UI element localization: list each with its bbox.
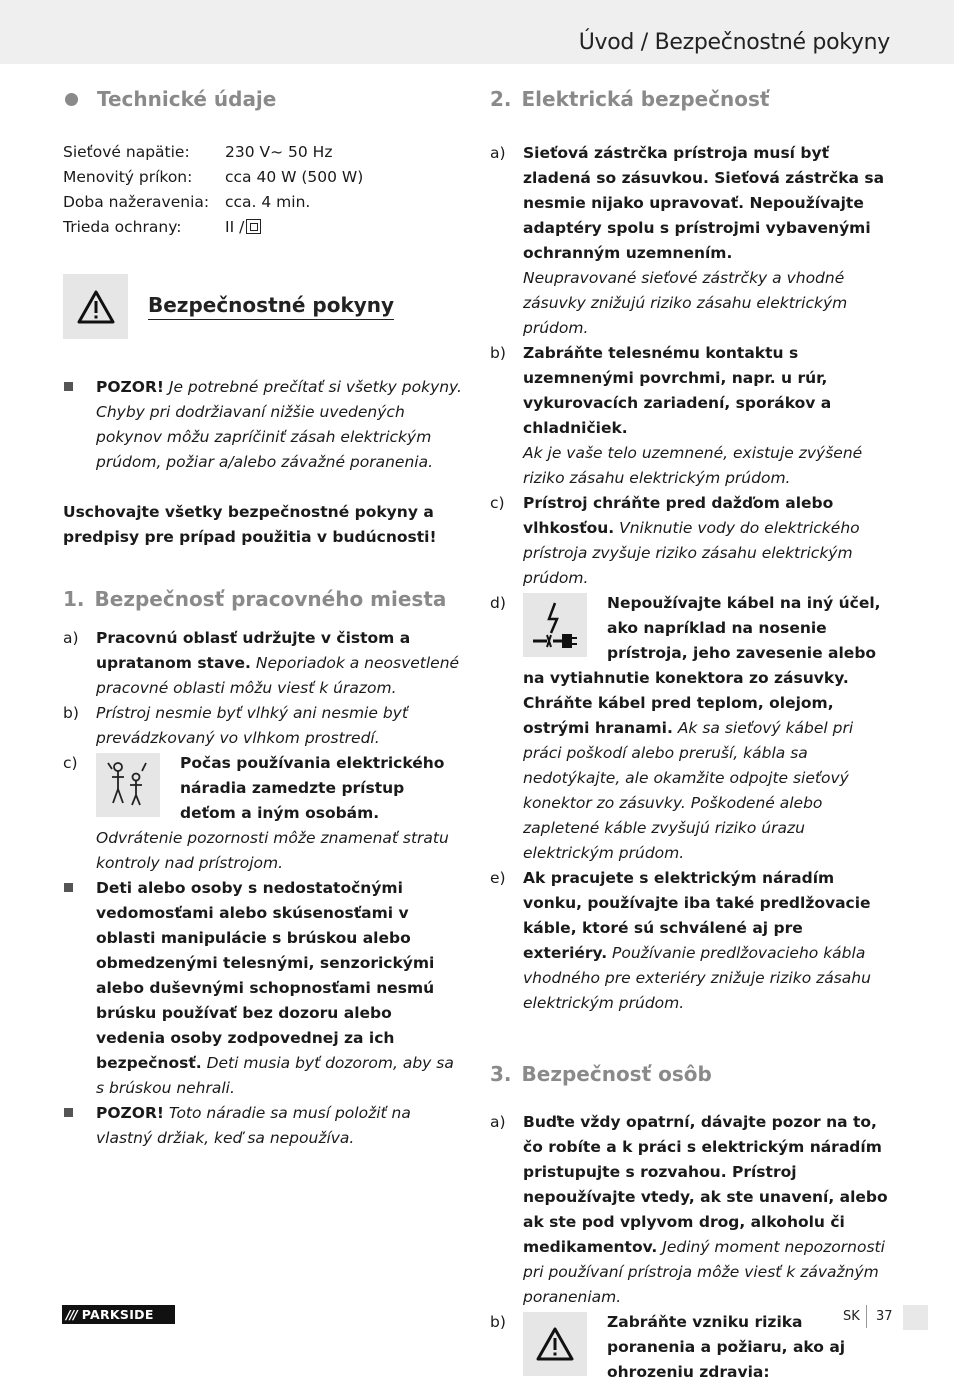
list-item: POZOR! Toto náradie sa musí položiť na vlastný držiak, keď sa nepoužíva. — [63, 1101, 463, 1151]
warning-triangle-icon — [523, 1312, 587, 1376]
list-item: c) Prístroj chráňte pred dažďom alebo vlhkosťou. Vniknutie vody do elektrického prístroja zvyšuje riziko zásahu elektrickým prúdom. — [490, 494, 860, 587]
protection-class-ii-icon — [246, 219, 261, 234]
spec-table — [63, 140, 463, 240]
safety-heading-block — [63, 274, 463, 339]
safety-title: Bezpečnostné pokyny — [148, 293, 394, 320]
square-bullet-icon — [64, 883, 73, 892]
list-item: c) Počas používania elektrického náradia zamedzte prístup deťom a iným osobám. Odvrátenie pozornosti môže znamenať stratu kontroly nad prístrojom. — [63, 754, 449, 872]
list-item: d) Nepoužívajte kábel na iný účel, ako napríklad na nosenie prístroja, jeho zavesenie alebo na vytiahnutie konektora zo zásuvky. Chráňte kábel pred teplom, olejom, ostrými hranami. Ak sa sieťový kábel pri práci poškodí alebo preruší, kábla sa nedotýkajte, ale okamžite odpojte sieťový konektor zo zásuvky. Poškodené alebo zapletené káble zvyšujú riziko úrazu elektrickým prúdom. — [490, 594, 881, 862]
bullet-dot-icon — [65, 93, 78, 106]
list-item: a) Buďte vždy opatrní, dávajte pozor na to, čo robíte a k práci s elektrickým náradím pristupujte s rozvahou. Prístroj nepoužívajte vtedy, ak ste unavení, alebo ak ste pod vplyvom drog, alkoholu či medikamentov. Jediný moment nepozornosti pri používaní prístroja môže viesť k závažným poraneniam. — [490, 1113, 888, 1306]
list-item: Deti alebo osoby s nedostatočnými vedomosťami alebo skúsenosťami v oblasti manipulácie s brúskou alebo obmedzenými telesnými, senzorickými alebo duševnými schopnosťami nesmú brúsku používať bez dozoru alebo vedenia osoby zodpovednej za ich bezpečnosť. Deti musia byť dozorom, aby sa s brúskou nehrali. — [63, 876, 463, 1101]
spec-row: Sieťové napätie: 230 V~ 50 Hz — [63, 143, 333, 161]
warning-triangle-icon — [63, 274, 128, 339]
page-title: Úvod / Bezpečnostné pokyny — [578, 30, 890, 55]
children-warning-icon — [96, 753, 160, 817]
cable-damage-icon — [523, 593, 587, 657]
spec-row: Doba nažeravenia: cca. 4 min. — [63, 193, 311, 211]
tech-heading: Technické údaje — [63, 84, 463, 114]
spec-row: Menovitý príkon: cca 40 W (500 W) — [63, 168, 364, 186]
list-item: b) Prístroj nesmie byť vlhký ani nesmie byť prevádzkovaný vo vlhkom prostredí. — [63, 704, 408, 747]
square-bullet-icon — [64, 382, 73, 391]
right-column — [490, 84, 892, 1385]
keep-instructions: Uschovajte všetky bezpečnostné pokyny a predpisy pre prípad použitia v budúcnosti! — [63, 503, 437, 546]
page-header — [0, 0, 954, 64]
list-item: a) Pracovnú oblasť udržujte v čistom a upratanom stave. Neporiadok a neosvetlené pracovné oblasti môžu viesť k úrazom. — [63, 629, 460, 697]
list-item: b) Zabráňte telesnému kontaktu s uzemnenými povrchmi, napr. u rúr, vykurovacích zariadení, sporákov a chladničiek. Ak je vaše telo uzemnené, existuje zvýšené riziko zásahu elektrickým prúdom. — [490, 344, 863, 487]
list-item: e) Ak pracujete s elektrickým náradím vonku, používajte iba také predlžovacie káble, ktoré sú schválené aj pre exteriéry. Používanie predlžovacieho kábla vhodného pre exteriéry znižuje riziko zásahu elektrickým prúdom. — [490, 869, 871, 1012]
list-item: POZOR! Je potrebné prečítať si všetky pokyny. Chyby pri dodržiavaní nižšie uvedených pokynov môžu zapríčiniť zásah elektrickým prúdom, požiar a/alebo závažné poranenia. — [63, 375, 463, 475]
parkside-logo: /// PARKSIDE — [62, 1305, 175, 1324]
footer-tab-box — [903, 1305, 928, 1330]
footer-divider — [866, 1305, 867, 1328]
square-bullet-icon — [64, 1108, 73, 1117]
section-1-heading: 1. Bezpečnosť pracovného miesta — [63, 587, 447, 611]
page-number: 37 — [876, 1309, 893, 1324]
list-item: a) Sieťová zástrčka prístroja musí byť zladená so zásuvkou. Sieťová zástrčka sa nesmie nijako upravovať. Nepoužívajte adaptéry spolu s prístrojmi vybavenými ochranným uzemnením. Neupravované sieťové zástrčky a vhodné zásuvky znižujú riziko zásahu elektrickým prúdom. — [490, 144, 885, 337]
list-item: b) Zabráňte vzniku rizika poranenia a požiaru, ako aj ohrozeniu zdravia: — [490, 1313, 846, 1381]
left-column — [63, 84, 463, 1151]
section-2-heading: 2. Elektrická bezpečnosť — [490, 87, 770, 111]
section-3-heading: 3. Bezpečnosť osôb — [490, 1062, 712, 1086]
language-code: SK — [843, 1309, 860, 1324]
spec-row: Trieda ochrany: II / — [63, 215, 463, 240]
